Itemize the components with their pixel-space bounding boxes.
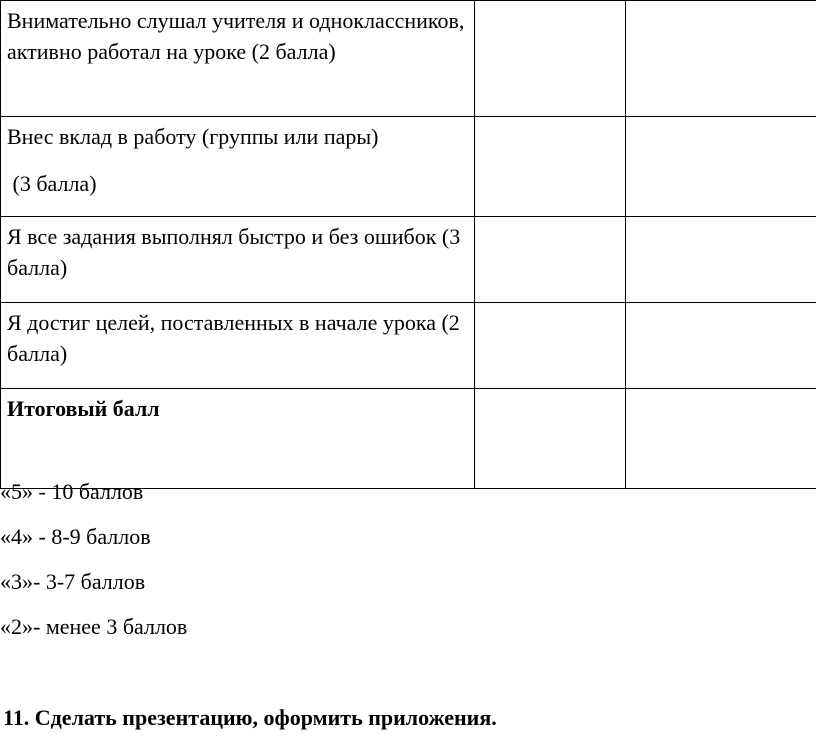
grade-line: «2»- менее 3 баллов [0,614,188,639]
criterion-cell: Я все задания выполнял быстро и без ошибок (3 балла) [1,217,475,303]
score-cell [475,389,626,489]
table-row [1,217,816,303]
score-cell [475,117,626,217]
criterion-cell: Внимательно слушал учителя и одноклассников, активно работал на уроке (2 балла) [1,1,475,117]
score-cell [475,303,626,389]
grade-line: «4» - 8-9 баллов [0,524,151,549]
score-cell [626,1,816,117]
score-cell [475,1,626,117]
table-row [1,1,816,117]
task-heading: 11. Сделать презентацию, оформить приложения. [3,705,497,730]
score-cell [626,389,816,489]
score-cell [626,303,816,389]
table-row [1,117,816,217]
score-cell [475,217,626,303]
grade-line: «5» - 10 баллов [0,479,144,504]
criterion-cell [1,117,475,217]
criterion-line: (3 балла) [7,171,97,196]
table-row [1,303,816,389]
grade-scale [0,476,187,656]
score-cell [626,217,816,303]
grade-line: «3»- 3-7 баллов [0,569,146,594]
score-cell [626,117,816,217]
criterion-cell: Я достиг целей, поставленных в начале урока (2 балла) [1,303,475,389]
total-score-label: Итоговый балл [1,389,475,489]
table-row [1,389,816,489]
criterion-line: Внес вклад в работу (группы или пары) [7,124,379,149]
